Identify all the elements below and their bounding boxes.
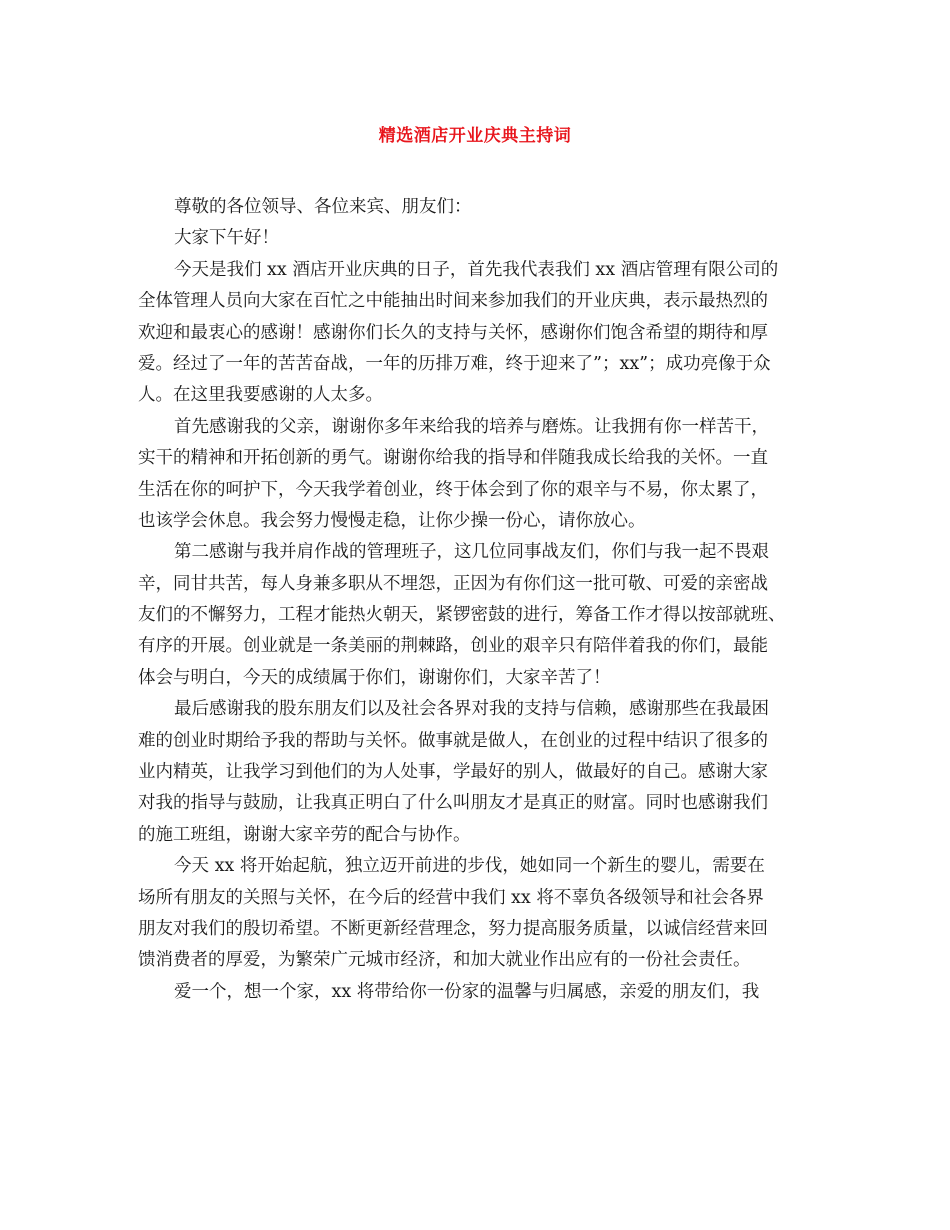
- text-line: 业内精英，让我学习到他们的为人处事，学最好的别人，做最好的自己。感谢大家: [138, 762, 768, 783]
- text-line: 朋友对我们的殷切希望。不断更新经营理念，努力提高服务质量，以诚信经营来回: [138, 918, 768, 939]
- text-line: 体会与明白，今天的成绩属于你们，谢谢你们，大家辛苦了！: [138, 667, 611, 688]
- text-line: 大家下午好！: [174, 228, 279, 249]
- text-line: 爱。经过了一年的苦苦奋战，一年的历排万难，终于迎来了”；xx”；成功亮像于众: [138, 353, 771, 374]
- text-line: 馈消费者的厚爱，为繁荣广元城市经济，和加大就业作出应有的一份社会责任。: [138, 950, 751, 971]
- document-body: [138, 192, 813, 1008]
- text-line: 也该学会休息。我会努力慢慢走稳，让你少操一份心，请你放心。: [138, 510, 646, 531]
- text-line: 对我的指导与鼓励，让我真正明白了什么叫朋友才是真正的财富。同时也感谢我们: [138, 793, 768, 814]
- text-line: 场所有朋友的关照与关怀，在今后的经营中我们 xx 将不辜负各级领导和社会各界: [138, 887, 764, 908]
- text-line: 首先感谢我的父亲，谢谢你多年来给我的培养与磨炼。让我拥有你一样苦干，: [174, 416, 769, 437]
- text-line: 爱一个，想一个家，xx 将带给你一份家的温馨与归属感，亲爱的朋友们，我: [174, 981, 760, 1002]
- text-line: 今天是我们 xx 酒店开业庆典的日子，首先我代表我们 xx 酒店管理有限公司的: [174, 259, 779, 280]
- text-line: 全体管理人员向大家在百忙之中能抽出时间来参加我们的开业庆典，表示最热烈的: [138, 291, 768, 312]
- text-line: 友们的不懈努力，工程才能热火朝天，紧锣密鼓的进行，筹备工作才得以按部就班、: [138, 605, 786, 626]
- text-line: 最后感谢我的股东朋友们以及社会各界对我的支持与信赖，感谢那些在我最困: [174, 699, 769, 720]
- text-line: 实干的精神和开拓创新的勇气。谢谢你给我的指导和伴随我成长给我的关怀。一直: [138, 448, 768, 469]
- document-title: 精选酒店开业庆典主持词: [378, 126, 572, 146]
- text-line: 尊敬的各位领导、各位来宾、朋友们：: [174, 197, 472, 217]
- text-line: 人。在这里我要感谢的人太多。: [138, 385, 383, 406]
- text-line: 辛，同甘共苦，每人身兼多职从不埋怨，正因为有你们这一批可敬、可爱的亲密战: [138, 573, 768, 594]
- text-line: 有序的开展。创业就是一条美丽的荆棘路，创业的艰辛只有陪伴着我的你们，最能: [138, 636, 768, 657]
- text-line: 生活在你的呵护下，今天我学着创业，终于体会到了你的艰辛与不易，你太累了，: [138, 479, 768, 500]
- text-line: 难的创业时期给予我的帮助与关怀。做事就是做人，在创业的过程中结识了很多的: [138, 730, 768, 751]
- text-line: 今天 xx 将开始起航，独立迈开前进的步伐，她如同一个新生的婴儿，需要在: [174, 856, 765, 877]
- text-line: 的施工班组，谢谢大家辛劳的配合与协作。: [138, 824, 471, 845]
- text-line: 第二感谢与我并肩作战的管理班子，这几位同事战友们，你们与我一起不畏艰: [174, 542, 769, 563]
- text-line: 欢迎和最衷心的感谢！感谢你们长久的支持与关怀，感谢你们饱含希望的期待和厚: [138, 322, 768, 343]
